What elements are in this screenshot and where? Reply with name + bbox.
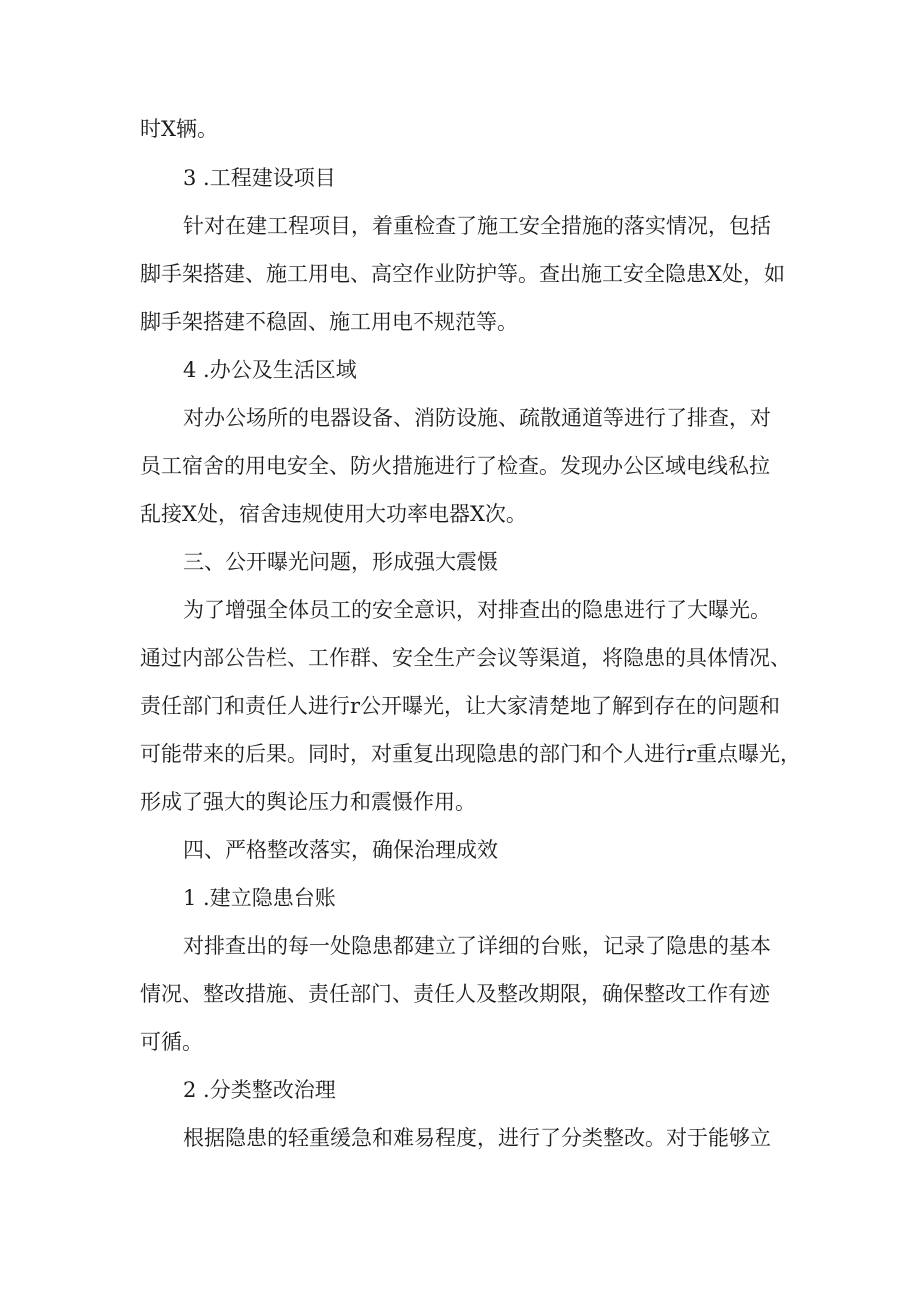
paragraph-line: 员工宿舍的用电安全、防火措施进行了检查。发现办公区域电线私拉: [140, 454, 770, 478]
paragraph-line: 可能带来的后果。同时，对重复出现隐患的部门和个人进行r重点曝光，: [140, 742, 802, 766]
paragraph-line: 脚手架搭建不稳固、施工用电不规范等。: [140, 310, 518, 334]
paragraph-line: 可循。: [140, 1030, 203, 1054]
paragraph-line: 对办公场所的电器设备、消防设施、疏散通道等进行了排查，对: [183, 406, 771, 430]
paragraph-line: 乱接X处，宿舍违规使用大功率电器X次。: [140, 502, 527, 526]
section-heading: 2 .分类整改治理: [183, 1078, 336, 1102]
chapter-heading: 三、公开曝光问题，形成强大震慑: [183, 550, 498, 574]
paragraph-line: 为了增强全体员工的安全意识，对排查出的隐患进行了大曝光。: [183, 598, 771, 622]
paragraph-line: 脚手架搭建、施工用电、高空作业防护等。查出施工安全隐患X处，如: [140, 262, 785, 286]
paragraph-line: 时X辆。: [140, 117, 218, 141]
paragraph-line: 根据隐患的轻重缓急和难易程度，进行了分类整改。对于能够立: [183, 1126, 771, 1150]
section-heading: 1 .建立隐患台账: [183, 886, 336, 910]
paragraph-line: 责任部门和责任人进行r公开曝光，让大家清楚地了解到存在的问题和: [140, 694, 781, 718]
paragraph-line: 对排查出的每一处隐患都建立了详细的台账，记录了隐患的基本: [183, 934, 771, 958]
section-heading: 3 .工程建设项目: [183, 166, 336, 190]
paragraph-line: 情况、整改措施、责任部门、责任人及整改期限，确保整改工作有迹: [140, 982, 770, 1006]
paragraph-line: 通过内部公告栏、工作群、安全生产会议等渠道，将隐患的具体情况、: [140, 646, 791, 670]
paragraph-line: 针对在建工程项目，着重检查了施工安全措施的落实情况，包括: [183, 214, 771, 238]
paragraph-line: 形成了强大的舆论压力和震慑作用。: [140, 790, 476, 814]
section-heading: 4 .办公及生活区域: [183, 358, 357, 382]
chapter-heading: 四、严格整改落实，确保治理成效: [183, 838, 498, 862]
